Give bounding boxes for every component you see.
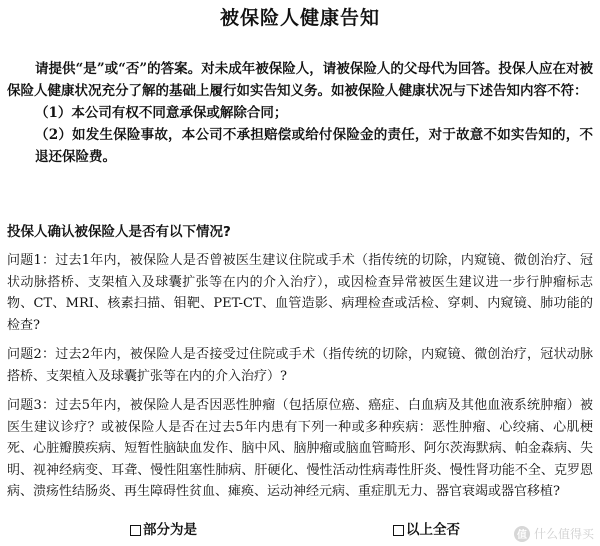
notice-paragraph: 请提供“是”或“否”的答案。对未成年被保险人，请被保险人的父母代为回答。投保人应在对被保险人健康状况充分了解的基础上履行如实告知义务。如被保险人健康状况与下述告知内容不符： <box>7 61 593 99</box>
answer-option-partial-yes[interactable] <box>130 520 197 540</box>
page-title: 被保险人健康告知 <box>219 7 380 29</box>
answer-option-label: 以上全否 <box>406 522 460 538</box>
notice-clause-2: （2）如发生保险事故，本公司不承担赔偿或给付保险金的责任，对于故意不如实告知的，不退还保险费。 <box>35 127 593 165</box>
answer-option-all-no[interactable] <box>393 520 460 540</box>
watermark <box>514 525 594 542</box>
watermark-logo-icon: 值 <box>514 526 530 542</box>
answer-option-label: 部分为是 <box>143 522 197 538</box>
notice-clause-1: （1）本公司有权不同意承保或解除合同； <box>35 105 288 121</box>
question-1: 问题1：过去1年内，被保险人是否曾被医生建议住院或手术（指传统的切除，内窥镜、微创治疗、冠状动脉搭桥、支架植入及球囊扩张等在内的介入治疗），或因检查异常被医生建议进一步行肿瘤标志物、CT、MRI、核素扫描、钼靶、PET-CT、血管造影、病理检查或活检、穿刺、内窥镜、肺功能的检查? <box>7 253 593 333</box>
notice-block <box>7 58 593 168</box>
questions-list <box>7 250 593 511</box>
question-3: 问题3：过去5年内，被保险人是否因恶性肿瘤（包括原位癌、癌症、白血病及其他血液系统肿瘤）被医生建议诊疗？或被保险人是否在过去5年内患有下列一种或多种疾病：恶性肿瘤、心绞痛、心肌梗死、心脏瓣膜疾病、短暂性脑缺血发作、脑中风、脑肿瘤或脑血管畸形、阿尔茨海默病、帕金森病、失明、视神经病变、耳聋、慢性阻塞性肺病、肝硬化、慢性活动性病毒性肝炎、慢性肾功能不全、克罗恩病、溃疡性结肠炎、再生障碍性贫血、瘫痪、运动神经元病、重症肌无力、器官衰竭或器官移植? <box>7 398 593 499</box>
checkbox-icon[interactable] <box>393 525 404 536</box>
question-2: 问题2：过去2年内，被保险人是否接受过住院或手术（指传统的切除，内窥镜、微创治疗，冠状动脉搭桥、支架植入及球囊扩张等在内的介入治疗）? <box>7 347 593 384</box>
questions-heading: 投保人确认被保险人是否有以下情况? <box>7 224 231 240</box>
checkbox-icon[interactable] <box>130 525 141 536</box>
watermark-label: 什么值得买 <box>533 527 594 541</box>
